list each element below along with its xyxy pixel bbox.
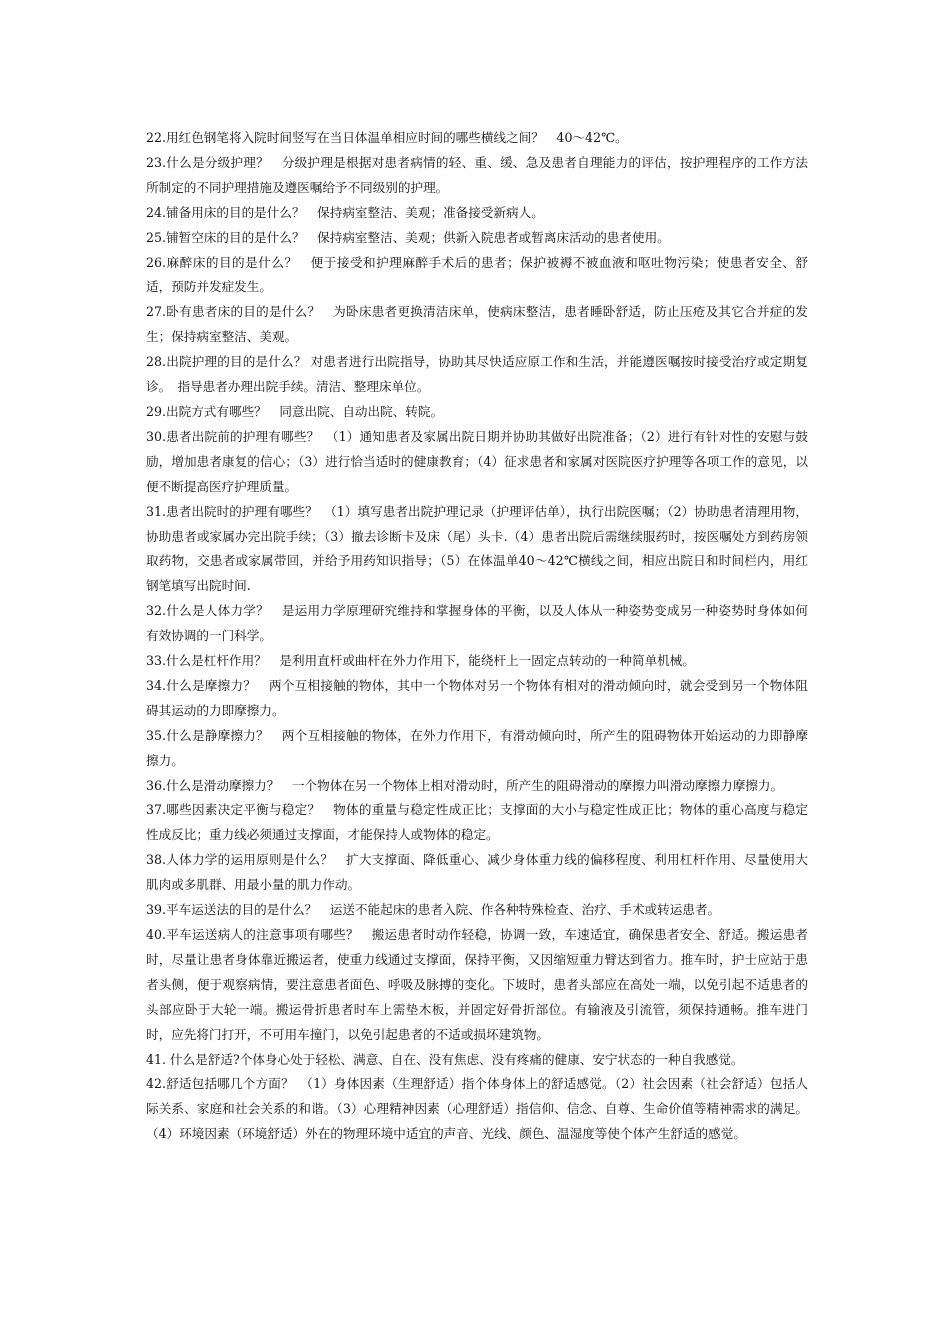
qa-item-33: 33.什么是杠杆作用？ 是利用直杆或曲杆在外力作用下，能绕杆上一固定点转动的一种简单机械。 [146, 653, 695, 669]
qa-item-27: 27.卧有患者床的目的是什么？ 为卧床患者更换清洁床单，使病床整洁，患者睡卧舒适，防止压疮及其它合并症的发生；保持病室整洁、美观。 [146, 304, 808, 345]
qa-list [146, 126, 808, 1147]
qa-item-32: 32.什么是人体力学？ 是运用力学原理研究维持和掌握身体的平衡，以及人体从一种姿势变成另一种姿势时身体如何有效协调的一门科学。 [146, 603, 808, 644]
qa-item-30: 30.患者出院前的护理有哪些？ （1）通知患者及家属出院日期并协助其做好出院准备；（2）进行有针对性的安慰与鼓励，增加患者康复的信心；（3）进行恰当适时的健康教育；（4）征求患者和家属对医院医疗护理等各项工作的意见，以便不断提高医疗护理质量。 [146, 428, 808, 494]
qa-item-40: 40.平车运送病人的注意事项有哪些？ 搬运患者时动作轻稳，协调一致，车速适宜，确保患者安全、舒适。搬运患者时，尽量让患者身体靠近搬运者，使重力线通过支撑面，保持平衡，又因缩短重力臂达到省力。推车时，护士应站于患者头侧，便于观察病情，要注意患者面色、呼吸及脉搏的变化。下坡时，患者头部应在高处一端，以免引起不适患者的头部应卧于大轮一端。搬运骨折患者时车上需垫木板，并固定好骨折部位。有输液及引流管，须保持通畅。推车进门时，应先将门打开，不可用车撞门，以免引起患者的不适或损坏建筑物。 [146, 927, 808, 1042]
qa-item-36: 36.什么是滑动摩擦力？ 一个物体在另一个物体上相对滑动时，所产生的阻碍滑动的摩擦力叫滑动摩擦力摩擦力。 [146, 777, 784, 793]
qa-item-29: 29.出院方式有哪些？ 同意出院、自动出院、转院。 [146, 403, 444, 419]
qa-item-35: 35.什么是静摩擦力？ 两个互相接触的物体，在外力作用下，有滑动倾向时，所产生的阻碍物体开始运动的力即静摩擦力。 [146, 727, 808, 768]
qa-item-42: 42.舒适包括哪几个方面？ （1）身体因素（生理舒适）指个体身体上的舒适感觉。（2）社会因素（社会舒适）包括人际关系、家庭和社会关系的和谐。（3）心理精神因素（心理舒适）指信仰、信念、自尊、生命价值等精神需求的满足。（4）环境因素（环境舒适）外在的物理环境中适宜的声音、光线、颜色、温湿度等使个体产生舒适的感觉。 [146, 1076, 808, 1142]
qa-item-23: 23.什么是分级护理？ 分级护理是根据对患者病情的轻、重、缓、急及患者自理能力的评估，按护理程序的工作方法所制定的不同护理措施及遵医嘱给予不同级别的护理。 [146, 154, 808, 195]
qa-item-37: 37.哪些因素决定平衡与稳定？ 物体的重量与稳定性成正比；支撑面的大小与稳定性成正比；物体的重心高度与稳定性成反比；重力线必须通过支撑面，才能保持人或物体的稳定。 [146, 802, 808, 843]
qa-item-28: 28.出院护理的目的是什么？ 对患者进行出院指导，协助其尽快适应原工作和生活，并能遵医嘱按时接受治疗或定期复诊。 指导患者办理出院手续。清洁、整理床单位。 [146, 354, 808, 395]
qa-item-34: 34.什么是摩擦力？ 两个互相接触的物体，其中一个物体对另一个物体有相对的滑动倾向时，就会受到另一个物体阻碍其运动的力即摩擦力。 [146, 677, 808, 718]
qa-item-39: 39.平车运送法的目的是什么？ 运送不能起床的患者入院、作各种特殊检查、治疗、手术或转运患者。 [146, 902, 721, 918]
qa-item-31: 31.患者出院时的护理有哪些？ （1）填写患者出院护理记录（护理评估单），执行出院医嘱；（2）协助患者清理用物，协助患者或家属办完出院手续；（3）撤去诊断卡及床（尾）头卡.（4）患者出院后需继续服药时，按医嘱处方到药房领取药物，交患者或家属带回，并给予用药知识指导；（5）在体温单40～42℃横线之间，相应出院日和时间栏内，用红钢笔填写出院时间. [146, 503, 808, 594]
qa-item-41: 41. 什么是舒适?个体身心处于轻松、满意、自在、没有焦虑、没有疼痛的健康、安宁状态的一种自我感觉。 [146, 1051, 744, 1067]
qa-item-38: 38.人体力学的运用原则是什么？ 扩大支撑面、降低重心、减少身体重力线的偏移程度、利用杠杆作用、尽量使用大肌肉或多肌群、用最小量的肌力作动。 [146, 852, 808, 893]
qa-item-22: 22.用红色钢笔将入院时间竖写在当日体温单相应时间的哪些横线之间？ 40～42℃。 [146, 130, 628, 145]
qa-item-24: 24.铺备用床的目的是什么？ 保持病室整洁、美观；准备接受新病人。 [146, 204, 544, 220]
qa-item-25: 25.铺暂空床的目的是什么？ 保持病室整洁、美观；供新入院患者或暂离床活动的患者使用。 [146, 229, 670, 245]
qa-item-26: 26.麻醉床的目的是什么？ 便于接受和护理麻醉手术后的患者；保护被褥不被血液和呕吐物污染；使患者安全、舒适，预防并发症发生。 [146, 254, 808, 295]
